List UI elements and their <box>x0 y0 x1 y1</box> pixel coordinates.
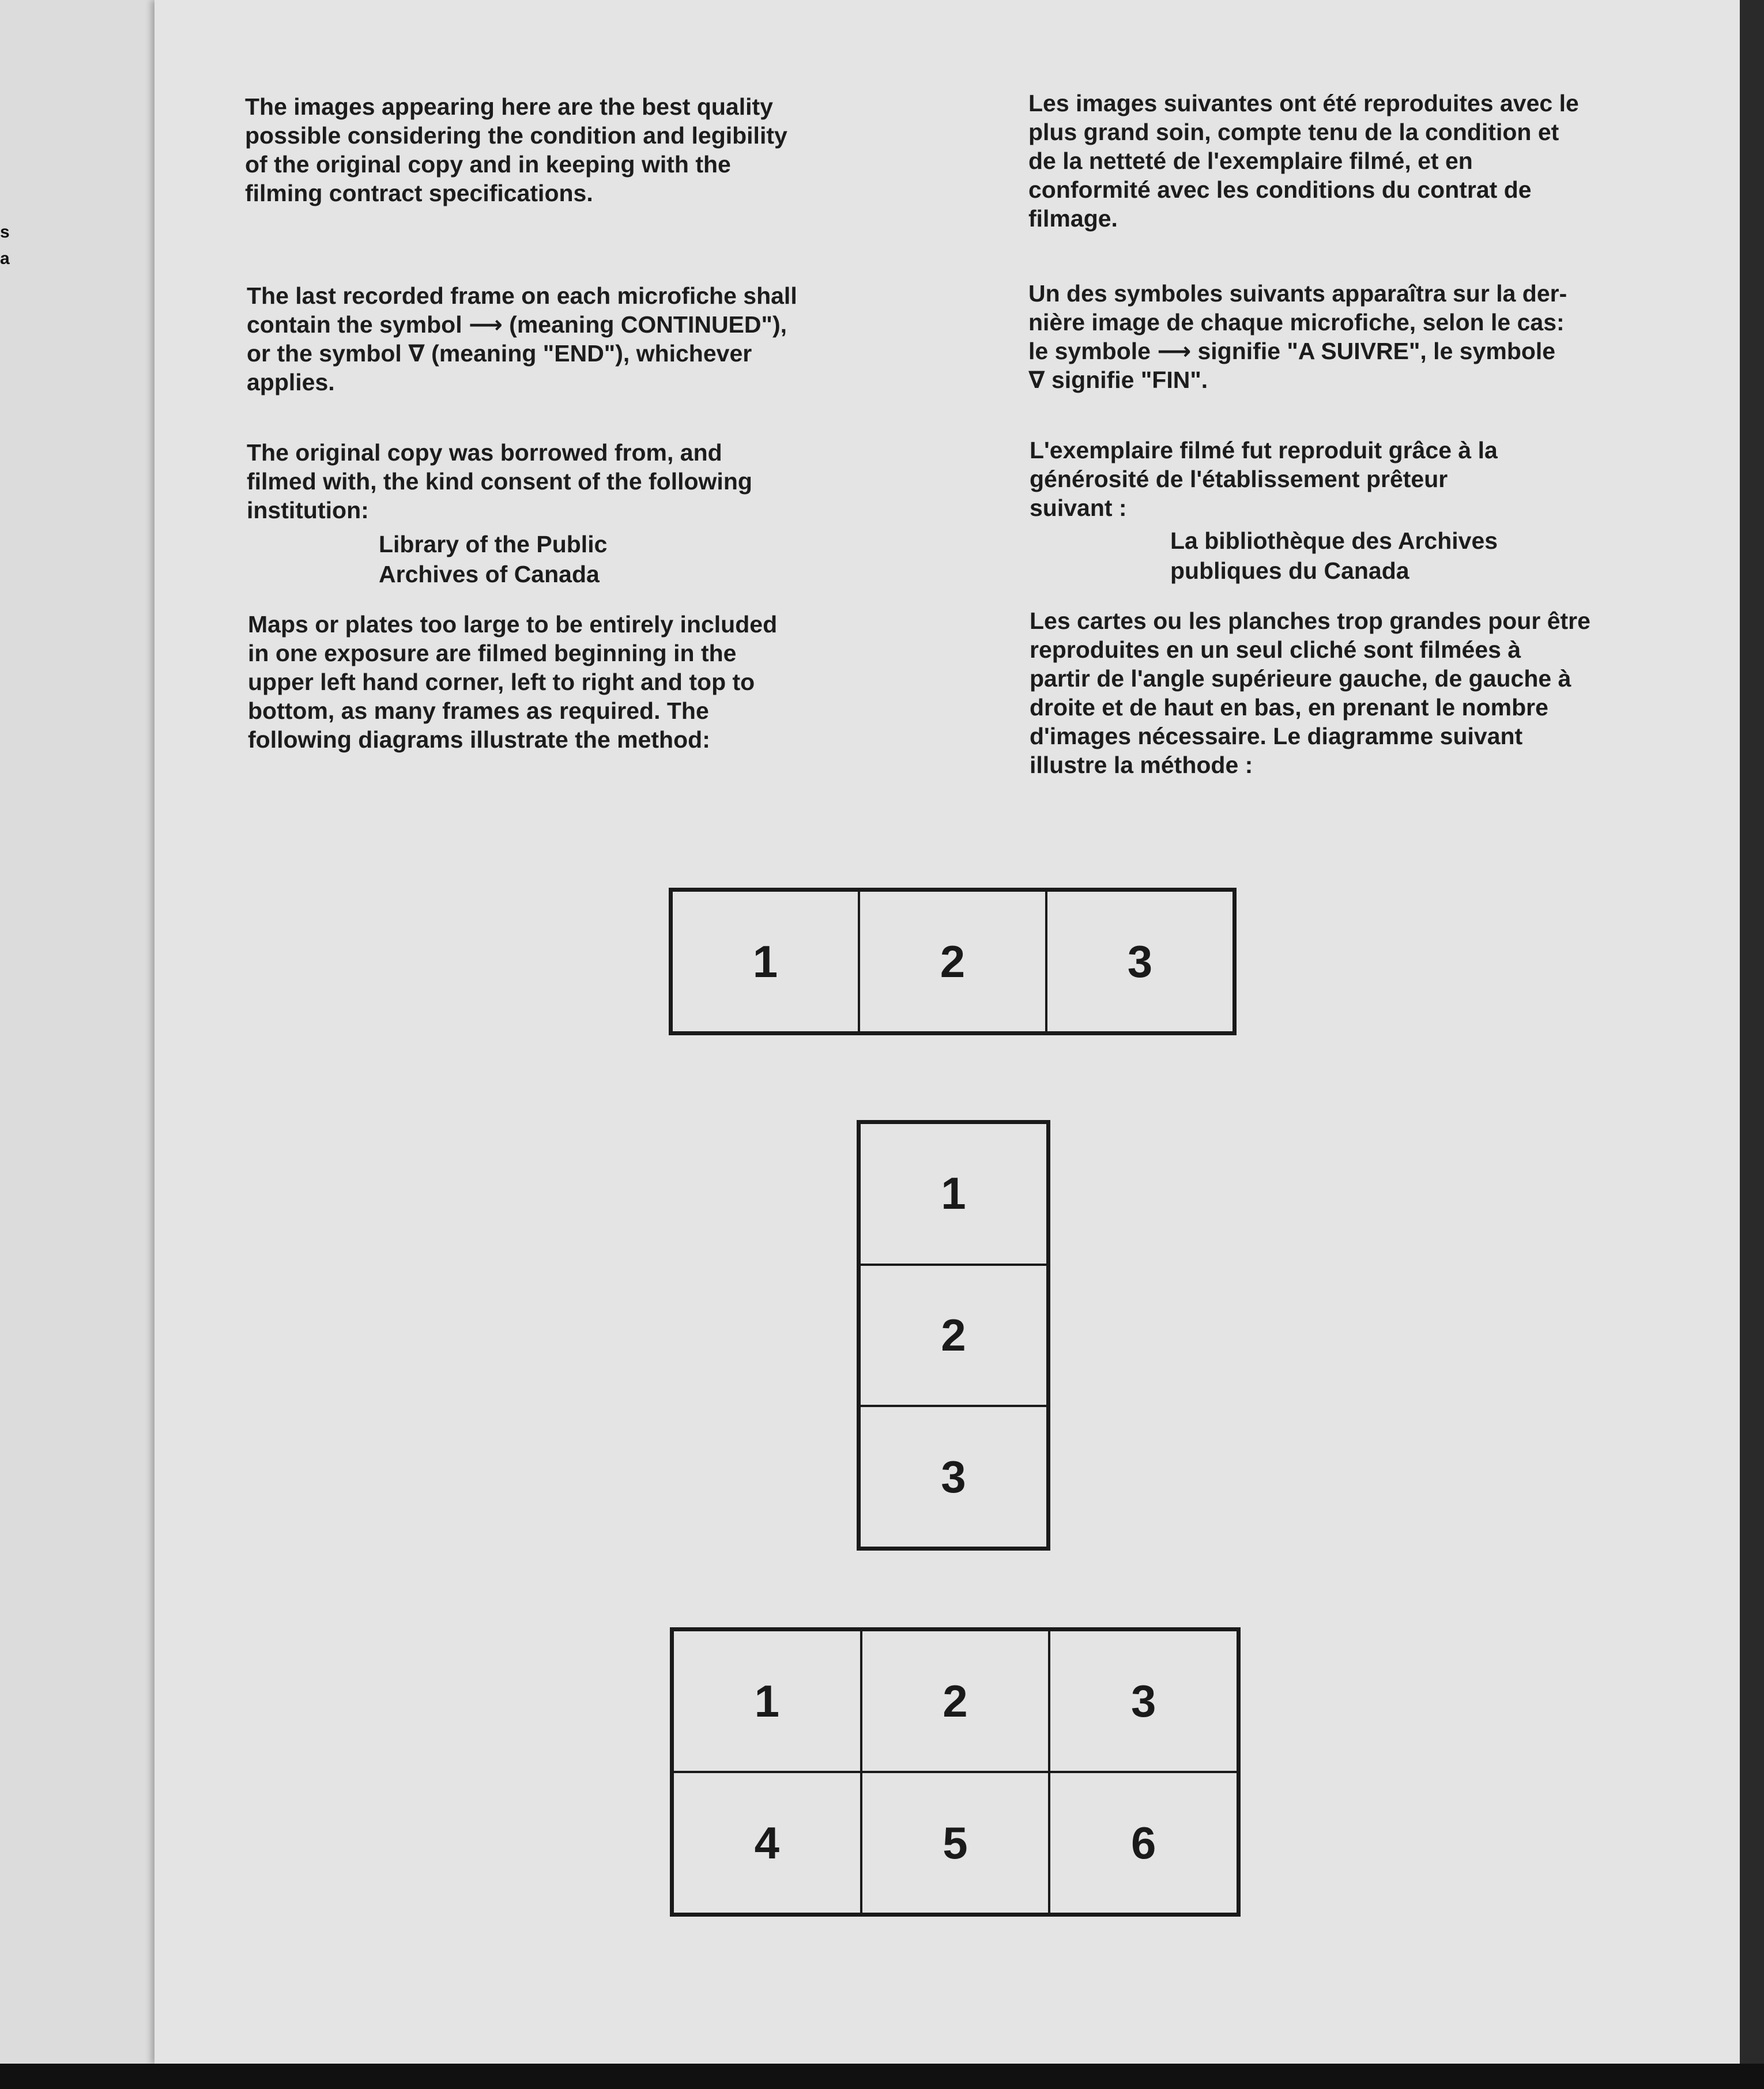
adjacent-page-strip <box>0 0 154 2064</box>
english-quality-notice: The images appearing here are the best quality possible considering the condition and legibility of the original copy and in keeping with the filming contract specifications. <box>245 93 787 206</box>
french-institution-name: La bibliothèque des Archives publiques du Canada <box>1170 527 1498 584</box>
strip-fragment: a <box>0 249 10 268</box>
frame-cell: 2 <box>860 1265 1047 1407</box>
frame-cell: 1 <box>673 1630 861 1772</box>
english-institution-notice: The original copy was borrowed from, and filmed with, the kind consent of the following institution: <box>247 439 752 523</box>
french-institution-notice: L'exemplaire filmé fut reproduit grâce à la générosité de l'établissement prêteur suivant : <box>1030 437 1498 521</box>
frame-cell: 1 <box>860 1123 1047 1265</box>
french-quality-notice: Les images suivantes ont été reproduites avec le plus grand soin, compte tenu de la condition et de la netteté de l'exemplaire filmé, et en conformité avec les conditions du contrat de filmage. <box>1028 90 1579 232</box>
french-symbol-notice: Un des symboles suivants apparaîtra sur la der- nière image de chaque microfiche, selon le cas: le symbole ⟶ signifie "A SUIVRE", le symbole ∇ signifie "FIN". <box>1028 280 1567 393</box>
diagram-row <box>669 888 1237 1035</box>
diagram-column <box>857 1120 1050 1551</box>
scan-edge <box>0 2064 1764 2089</box>
scan-edge <box>1740 0 1764 2064</box>
english-symbol-notice: The last recorded frame on each microfiche shall contain the symbol ⟶ (meaning CONTINUED"), or the symbol ∇ (meaning "END"), whichever applies. <box>247 282 797 395</box>
frame-cell: 2 <box>861 1630 1050 1772</box>
english-institution-name: Library of the Public Archives of Canada <box>379 531 608 587</box>
frame-cell: 2 <box>859 891 1046 1032</box>
frame-cell: 5 <box>861 1772 1050 1914</box>
frame-cell: 3 <box>1049 1630 1238 1772</box>
frame-cell: 3 <box>1046 891 1234 1032</box>
frame-cell: 6 <box>1049 1772 1238 1914</box>
diagram-grid <box>670 1627 1241 1917</box>
french-maps-notice: Les cartes ou les planches trop grandes pour être reproduites en un seul cliché sont filmées à partir de l'angle supérieure gauche, de gauche à droite et de haut en bas, en prenant le nombre d'images nécessaire. Le diagramme suivant illustre la méthode : <box>1030 608 1590 778</box>
english-maps-notice: Maps or plates too large to be entirely included in one exposure are filmed beginning in the upper left hand corner, left to right and top to bottom, as many frames as required. The following diagrams illustrate the method: <box>248 611 778 753</box>
frame-cell: 4 <box>673 1772 861 1914</box>
frame-cell: 3 <box>860 1406 1047 1548</box>
frame-cell: 1 <box>672 891 859 1032</box>
strip-fragment: s <box>0 223 10 242</box>
